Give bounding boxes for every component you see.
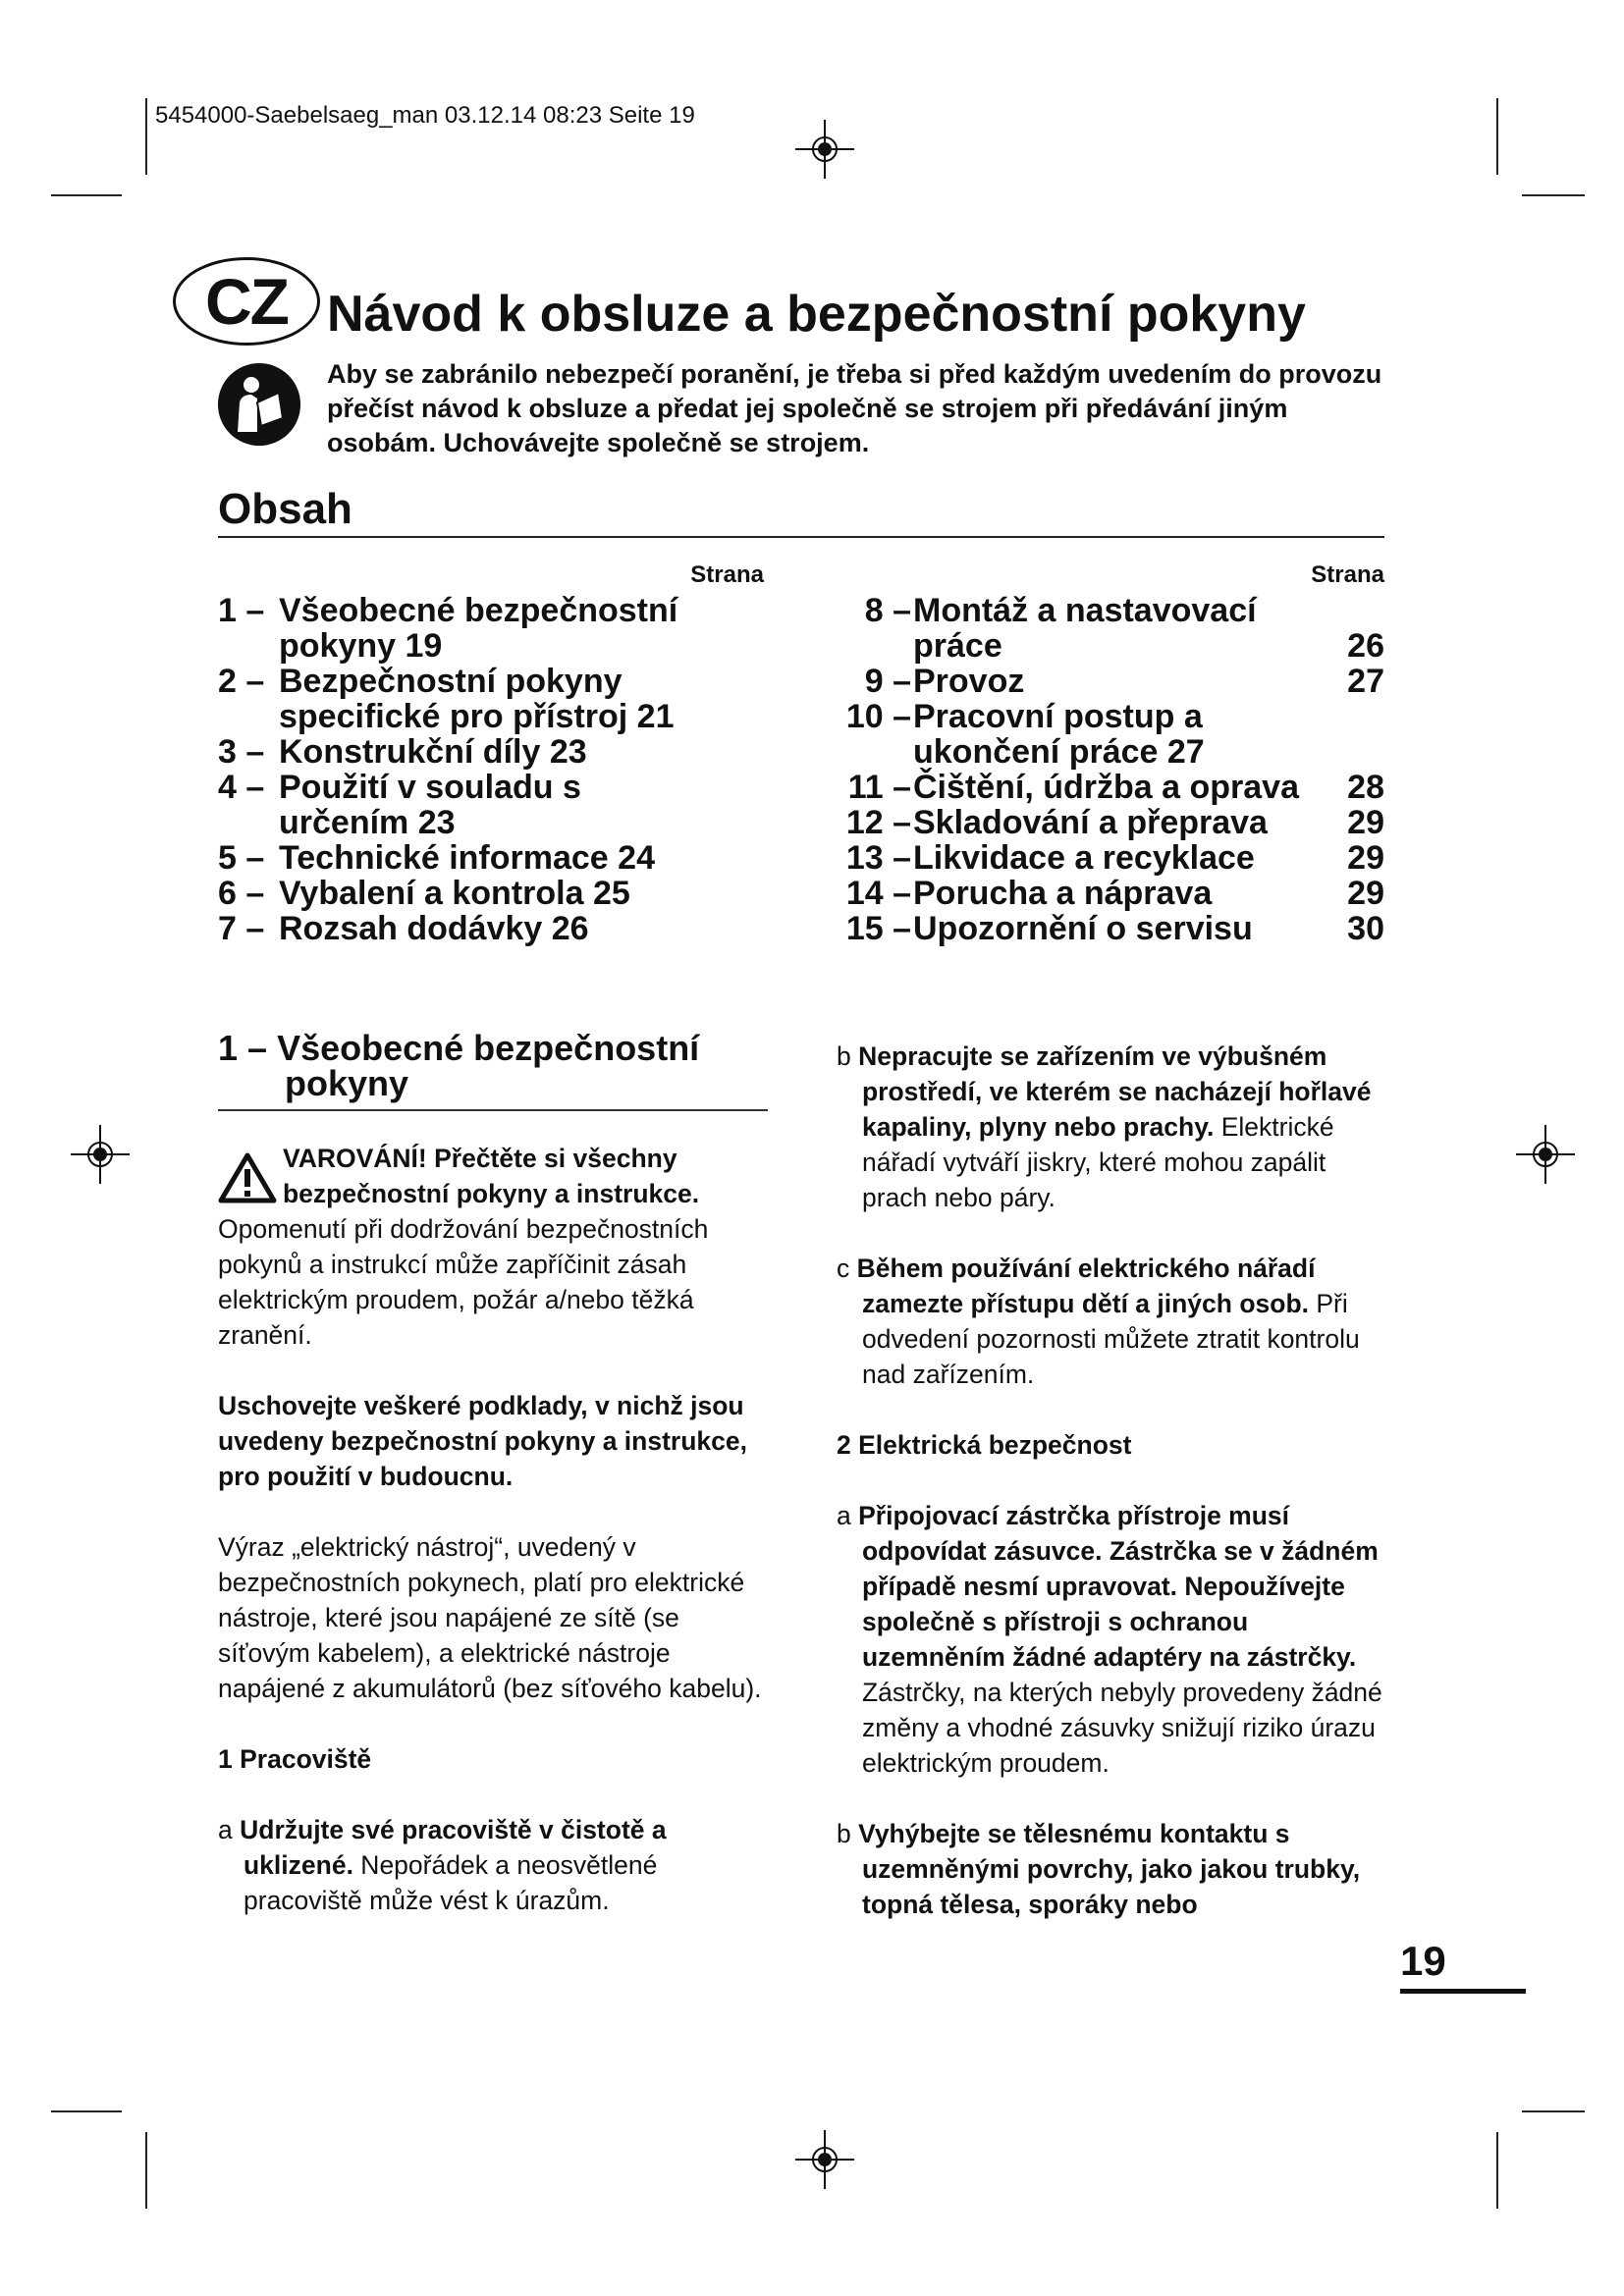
toc-entry-number: 5 – bbox=[218, 839, 265, 877]
toc-entry-title: Čištění, údržba a oprava bbox=[913, 769, 1299, 806]
crop-mark bbox=[1496, 98, 1498, 175]
toc-entry-number: 4 – bbox=[218, 769, 265, 806]
toc-entry-title: Použití v souladu s bbox=[279, 769, 581, 806]
toc-page-label: Strana bbox=[690, 561, 764, 588]
toc-entry[interactable] bbox=[837, 628, 1384, 664]
subheading: 1 Pracoviště bbox=[218, 1744, 372, 1774]
registration-mark-icon bbox=[71, 1125, 130, 1184]
divider bbox=[218, 1109, 768, 1111]
toc-entry-title: specifické pro přístroj 21 bbox=[279, 698, 675, 735]
toc-left-column bbox=[218, 593, 768, 946]
toc-entry[interactable] bbox=[218, 734, 768, 770]
crop-mark bbox=[51, 2110, 122, 2112]
toc-entry[interactable] bbox=[837, 911, 1384, 946]
crop-mark bbox=[145, 2132, 147, 2209]
toc-entry-title: Rozsah dodávky 26 bbox=[279, 910, 589, 947]
toc-right-column bbox=[837, 593, 1384, 946]
page-title: Návod k obsluze a bezpečnostní pokyny bbox=[327, 286, 1306, 343]
list-item: a Připojovací zástrčka přístroje musí odpovídat zásuvce. Zástrčka se v žádném případě nesmí upravovat. Nepoužívejte společně s přístroji s ochranou uzemněním žádné adaptéry na zástrčky. Zástrčky, na kterých nebyly provedeny žádné změny a vhodné zásuvky snižují riziko úrazu elektrickým proudem. bbox=[837, 1501, 1382, 1778]
toc-page-label: Strana bbox=[1311, 561, 1384, 588]
toc-entry[interactable] bbox=[837, 593, 1384, 628]
toc-entry[interactable] bbox=[837, 699, 1384, 734]
right-text-column bbox=[837, 1039, 1386, 1957]
toc-entry[interactable] bbox=[218, 805, 768, 840]
toc-entry-number: 3 – bbox=[218, 733, 265, 771]
list-item: b Vyhýbejte se tělesnému kontaktu s uzemněnými povrchy, jako jakou trubky, topná tělesa, sporáky nebo bbox=[837, 1819, 1361, 1919]
toc-entry-number: 7 – bbox=[218, 910, 265, 947]
intro-warning-text: Aby se zabránilo nebezpečí poranění, je třeba si před každým uvedením do provozu přečíst návod k obsluze a předat jej společně se strojem při předávání jiným osobám. Uchovávejte společně se strojem. bbox=[327, 359, 1382, 457]
toc-entry-number: 11 – bbox=[847, 769, 911, 806]
registration-mark-icon bbox=[1516, 1125, 1575, 1184]
crop-mark bbox=[1522, 2110, 1585, 2112]
toc-entry[interactable] bbox=[837, 734, 1384, 770]
toc-entry-number: 10 – bbox=[845, 698, 911, 735]
toc-entry-number: 12 – bbox=[845, 804, 911, 841]
toc-entry-number: 1 – bbox=[218, 592, 265, 629]
toc-entry[interactable] bbox=[837, 664, 1384, 699]
crop-mark bbox=[145, 98, 147, 175]
warning-text: Opomenutí při dodržování bezpečnostních pokynů a instrukcí může zapříčinit zásah elektrickým proudem, požár a/nebo těžká zranění. bbox=[218, 1214, 709, 1350]
left-text-column bbox=[218, 1028, 768, 1953]
toc-entry-number: 8 – bbox=[864, 592, 911, 629]
crop-mark bbox=[1522, 194, 1585, 196]
toc-entry-number: 14 – bbox=[845, 875, 911, 912]
definition-text: Výraz „elektrický nástroj“, uvedený v bezpečnostních pokynech, platí pro elektrické nástroje, které jsou napájené ze sítě (se síťovým kabelem), a elektrické nástroje napájené z akumulátorů (bez síťového kabelu). bbox=[218, 1532, 762, 1703]
toc-entry-title: Všeobecné bezpečnostní bbox=[279, 592, 678, 629]
toc-entry-title: Konstrukční díly 23 bbox=[279, 733, 587, 771]
warning-triangle-icon bbox=[218, 1152, 277, 1203]
toc-entry-title: Bezpečnostní pokyny bbox=[279, 663, 623, 700]
toc-entry-page: 28 bbox=[1347, 769, 1384, 806]
toc-entry-page: 29 bbox=[1347, 804, 1384, 841]
toc-entry-number: 2 – bbox=[218, 663, 265, 700]
toc-entry-number: 13 – bbox=[845, 839, 911, 877]
subheading: 2 Elektrická bezpečnost bbox=[837, 1430, 1132, 1460]
toc-entry-page: 29 bbox=[1347, 839, 1384, 877]
toc-entry-number: 9 – bbox=[864, 663, 911, 700]
toc-entry-title: Technické informace 24 bbox=[279, 839, 655, 877]
toc-entry[interactable] bbox=[218, 770, 768, 805]
toc-entry-page: 30 bbox=[1347, 910, 1384, 947]
toc-entry[interactable] bbox=[218, 876, 768, 911]
list-item: b Nepracujte se zařízením ve výbušném prostředí, ve kterém se nacházejí hořlavé kapaliny, plyny nebo prachy. Elektrické nářadí vytváří jiskry, které mohou zapálit prach nebo páry. bbox=[837, 1041, 1372, 1212]
toc-entry-title: Montáž a nastavovací bbox=[913, 592, 1257, 629]
crop-mark bbox=[1496, 2132, 1498, 2209]
toc-entry-title: ukončení práce 27 bbox=[913, 733, 1205, 771]
toc-entry-page: 29 bbox=[1347, 875, 1384, 912]
toc-entry-title: Vybalení a kontrola 25 bbox=[279, 875, 630, 912]
toc-entry-page: 26 bbox=[1347, 627, 1384, 665]
toc-entry[interactable] bbox=[218, 628, 768, 664]
toc-entry[interactable] bbox=[218, 699, 768, 734]
toc-entry-number: 15 – bbox=[845, 910, 911, 947]
toc-entry[interactable] bbox=[837, 805, 1384, 840]
toc-entry-title: Pracovní postup a bbox=[913, 698, 1203, 735]
toc-entry-number: 6 – bbox=[218, 875, 265, 912]
language-badge: CZ bbox=[173, 257, 320, 346]
toc-entry-title: práce bbox=[913, 627, 1002, 665]
read-manual-icon bbox=[218, 363, 300, 446]
toc-entry-title: Provoz bbox=[913, 663, 1025, 700]
toc-entry-title: Skladování a přeprava bbox=[913, 804, 1268, 841]
toc-entry-title: Upozornění o servisu bbox=[913, 910, 1253, 947]
toc-entry-title: Porucha a náprava bbox=[913, 875, 1213, 912]
divider bbox=[218, 536, 1384, 538]
toc-entry[interactable] bbox=[837, 840, 1384, 876]
crop-mark bbox=[51, 194, 122, 196]
toc-entry-title: pokyny 19 bbox=[279, 627, 443, 665]
toc-entry[interactable] bbox=[837, 876, 1384, 911]
registration-mark-icon bbox=[795, 2130, 854, 2189]
toc-entry[interactable] bbox=[837, 770, 1384, 805]
page-number-rule bbox=[1400, 1989, 1526, 1994]
page-number: 19 bbox=[1400, 1938, 1446, 1984]
toc-entry[interactable] bbox=[218, 593, 768, 628]
toc-entry-title: určením 23 bbox=[279, 804, 456, 841]
toc-entry[interactable] bbox=[218, 911, 768, 946]
toc-heading: Obsah bbox=[218, 485, 352, 533]
section-heading: 1 – Všeobecné bezpečnostní pokyny bbox=[218, 1028, 700, 1103]
warning-block: VAROVÁNÍ! Přečtěte si všechny bezpečnostní pokyny a instrukce. bbox=[218, 1141, 768, 1211]
toc-entry-title: Likvidace a recyklace bbox=[913, 839, 1255, 877]
keep-documents-text: Uschovejte veškeré podklady, v nichž jsou uvedeny bezpečnostní pokyny a instrukce, pro použití v budoucnu. bbox=[218, 1391, 747, 1491]
toc-entry[interactable] bbox=[218, 664, 768, 699]
registration-mark-icon bbox=[795, 120, 854, 179]
list-item: c Během používání elektrického nářadí zamezte přístupu dětí a jiných osob. Při odvedení pozornosti můžete ztratit kontrolu nad zařízením. bbox=[837, 1254, 1360, 1389]
toc-entry[interactable] bbox=[218, 840, 768, 876]
print-slug: 5454000-Saebelsaeg_man 03.12.14 08:23 Seite 19 bbox=[155, 102, 695, 129]
list-item: a Udržujte své pracoviště v čistotě a uklizené. Nepořádek a neosvětlené pracoviště může vést k úrazům. bbox=[218, 1815, 667, 1915]
toc-entry-page: 27 bbox=[1347, 663, 1384, 700]
